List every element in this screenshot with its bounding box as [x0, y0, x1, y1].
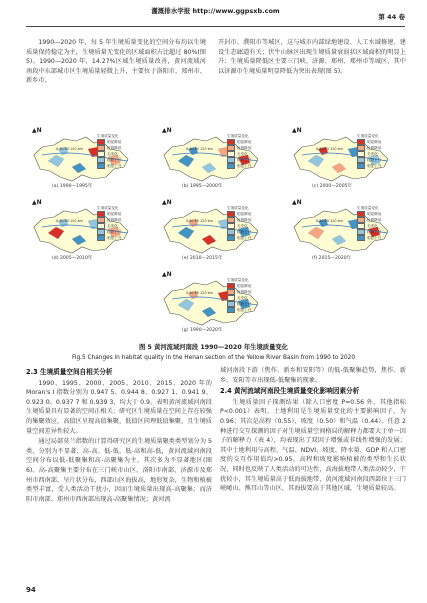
legend-label: 轻微上升 — [237, 157, 252, 162]
legend-swatch — [227, 223, 235, 229]
paragraph: 域河南段下游（焦作、新乡和安阳等）的低-低聚集趋势，焦作、新乡、安阳等市出现低-低聚集的现象。 — [220, 367, 406, 384]
legend-swatch — [357, 217, 365, 223]
legend-label: 无变化 — [107, 223, 118, 228]
legend-swatch — [357, 223, 365, 229]
legend-swatch — [97, 211, 105, 217]
map-legend — [227, 277, 263, 313]
map-legend — [357, 133, 393, 169]
figure-caption-zh: 图 5 黄河流域河南段 1990—2020 年生境质量变化 — [139, 344, 288, 351]
legend-label: 明显上升 — [367, 163, 382, 168]
legend-swatch — [97, 145, 105, 151]
legend-swatch — [227, 301, 235, 307]
legend-label: 轻微上升 — [367, 229, 382, 234]
legend-swatch — [97, 151, 105, 157]
map-panel — [158, 269, 266, 331]
north-arrow-icon: ▲N — [162, 127, 172, 134]
legend-swatch — [97, 217, 105, 223]
legend-title: 生境质量变化 — [357, 133, 379, 138]
legend-item — [97, 163, 133, 169]
legend-swatch — [227, 217, 235, 223]
map-legend — [227, 205, 263, 241]
legend-swatch — [97, 163, 105, 169]
legend-label: 明显降低 — [237, 139, 252, 144]
legend-label: 轻微上升 — [237, 229, 252, 234]
legend-label: 轻微降低 — [107, 145, 122, 150]
map-panel — [288, 197, 396, 259]
legend-label: 无变化 — [107, 151, 118, 156]
legend-swatch — [357, 229, 365, 235]
legend-swatch — [227, 145, 235, 151]
legend-item — [227, 163, 263, 169]
left-column — [26, 366, 212, 505]
legend-swatch — [357, 211, 365, 217]
north-arrow-icon: ▲N — [162, 199, 172, 206]
scale-bar: 0 30 60 120 km — [56, 219, 83, 223]
map-legend — [97, 205, 133, 241]
legend-swatch — [357, 235, 365, 241]
scale-bar: 0 30 60 120 km — [56, 147, 83, 151]
legend-label: 无变化 — [237, 151, 248, 156]
legend-swatch — [227, 151, 235, 157]
legend-label: 明显上升 — [237, 235, 252, 240]
legend-label: 明显上升 — [107, 235, 122, 240]
legend-label: 轻微降低 — [367, 217, 382, 222]
legend-title: 生境质量变化 — [227, 133, 249, 138]
legend-swatch — [227, 295, 235, 301]
scale-bar: 0 30 60 120 km — [186, 291, 213, 295]
legend-swatch — [97, 223, 105, 229]
scale-bar: 0 30 60 120 km — [316, 147, 343, 151]
section-heading: 2.3 生境质量空间自相关分析 — [26, 368, 113, 376]
legend-swatch — [357, 151, 365, 157]
panel-label: (f) 2015—2020年 — [312, 256, 352, 261]
legend-label: 明显降低 — [107, 211, 122, 216]
panel-label: (e) 2010—2015年 — [182, 256, 223, 261]
page-header — [26, 6, 405, 28]
map-legend — [227, 133, 263, 169]
legend-item — [357, 235, 393, 241]
scale-bar: 0 30 60 120 km — [316, 219, 343, 223]
legend-swatch — [227, 229, 235, 235]
legend-label: 明显降低 — [237, 283, 252, 288]
paragraph: 1990—2020 年，每 5 年生境质量变化的空间分布均以生境质量保持稳定为主，生境质量无变化的区域面积占比超过 80%(图 5)。1990—2020 年，14.27%区域生境质量改善，黄河流域河南段中东部城市区生境质量轻微上升，主要位于洛阳市、郑州市、新乡市、 — [26, 39, 206, 85]
north-arrow-icon: ▲N — [292, 199, 302, 206]
legend-item — [227, 307, 263, 313]
legend-item — [357, 163, 393, 169]
legend-swatch — [227, 289, 235, 295]
legend-title: 生境质量变化 — [97, 205, 119, 210]
legend-label: 轻微降低 — [237, 289, 252, 294]
legend-label: 轻微降低 — [367, 145, 382, 150]
map-legend — [97, 133, 133, 169]
legend-swatch — [97, 157, 105, 163]
legend-swatch — [97, 235, 105, 241]
paragraph: 通过局部莫兰指数的计算得研究区的生境质量聚类类型划分为 5 类，分别为不显著、高-高、低-低、低-高和高-低，黄河流域河南段空间分布以低-低聚集和高-高聚集为主，其次多为不显著地区(图 6)。高-高聚集主要分布在三门峡市山区、洛阳市南部、济源市及郑州市西南部，呈片状分布，西部山区海拔高，地形复杂，生物和植被类型丰富，受人类活动干扰小，因而生境质量出现高-高聚集；而济阳市南部、郑州市西南部出现高-高聚集情况；黄河流 — [26, 438, 212, 503]
legend-label: 轻微降低 — [237, 217, 252, 222]
map-panel — [158, 197, 266, 259]
legend-label: 轻微降低 — [237, 145, 252, 150]
map-panel — [288, 125, 396, 187]
legend-swatch — [357, 139, 365, 145]
legend-label: 明显上升 — [107, 163, 122, 168]
legend-label: 轻微上升 — [107, 157, 122, 162]
legend-label: 无变化 — [237, 223, 248, 228]
north-arrow-icon: ▲N — [32, 127, 42, 134]
legend-swatch — [227, 157, 235, 163]
section-heading: 2.4 黄河流域河南段生境质量变化影响因素分析 — [220, 387, 360, 396]
legend-swatch — [357, 157, 365, 163]
legend-swatch — [357, 163, 365, 169]
figure-5 — [20, 125, 406, 345]
paragraph: 生境质量因子探测结果（除人口密度 P=0.56 外，其他指标 P<0.001）表明，土地利用是生境质量变化的主要影响因子，为 0.96；其次是高程（0.55）、坡度（0.50）和气温（0.44）。任意 2 种进行交互探测的因子对生境质量空间格局的解释力都要大于单一因子的解释力（表 4），均表现出了双因子增强或非线性增强的发展；其中土地利用与高程、气温、NDVI、坡度、降水量、GDP 和人口密度的交互作用值均>0.95，高程和坡度影响植被的类型和生长状况，同时也反映了人类活动的可达性，高海拔地带人类活动较少，干扰较小，其生境质量高于低海拔地带，黄河流域河南段西部位于三门峡崤山、熊耳山等山区，其海拔要高于其他区域，生境质量较高。 — [220, 398, 406, 493]
legend-label: 无变化 — [237, 295, 248, 300]
figure-caption-en: Fig.5 Changes in habitat quality in the Henan section of the Yellow River Basin from 1990 to 2020 — [71, 355, 356, 361]
legend-label: 无变化 — [367, 151, 378, 156]
north-arrow-icon: ▲N — [292, 127, 302, 134]
north-arrow-icon: ▲N — [32, 199, 42, 206]
legend-swatch — [227, 211, 235, 217]
right-column — [220, 366, 406, 495]
north-arrow-icon: ▲N — [162, 271, 172, 278]
map-panel — [158, 125, 266, 187]
scale-bar: 0 30 60 120 km — [186, 219, 213, 223]
legend-label: 明显降低 — [367, 139, 382, 144]
top-right-text — [218, 38, 406, 77]
legend-swatch — [357, 145, 365, 151]
page-number: 94 — [26, 586, 36, 594]
legend-swatch — [227, 235, 235, 241]
paragraph: 1990、1995、2000、2005、2010、2015、2020 年的 Moran's I 指数分别为 0.947 5、0.944 8、0.927 1、0.941 9、0.923 0、0.937 7 和 0.939 3，均大于 0.9，表明黄河流域河南段生境质量具有显著的空间正相关；研究区生境质量在空间上存在较强的集聚效应，高值区呈现高值集聚，低值区同理低值集聚，且生境质量空间差异性较大。 — [26, 379, 212, 435]
volume-label: 第 44 卷 — [378, 13, 405, 21]
legend-swatch — [227, 283, 235, 289]
legend-title: 生境质量变化 — [227, 277, 249, 282]
legend-swatch — [227, 163, 235, 169]
panel-label: (b) 1995—2000年 — [182, 184, 223, 189]
legend-swatch — [227, 139, 235, 145]
legend-swatch — [97, 229, 105, 235]
scale-bar: 0 30 60 120 km — [186, 147, 213, 151]
panel-label: (g) 1990—2020年 — [182, 328, 223, 333]
legend-label: 明显降低 — [107, 139, 122, 144]
panel-label: (d) 2005—2010年 — [52, 256, 93, 261]
legend-swatch — [97, 139, 105, 145]
legend-label: 明显上升 — [367, 235, 382, 240]
legend-title: 生境质量变化 — [357, 205, 379, 210]
legend-item — [227, 235, 263, 241]
legend-label: 明显上升 — [237, 307, 252, 312]
map-panel — [28, 197, 136, 259]
legend-label: 无变化 — [367, 223, 378, 228]
legend-title: 生境质量变化 — [227, 205, 249, 210]
panel-label: (c) 2000—2005年 — [312, 184, 353, 189]
legend-item — [97, 235, 133, 241]
legend-label: 明显上升 — [237, 163, 252, 168]
journal-name: 灌溉排水学报 http://www.ggpsxb.com — [151, 7, 280, 15]
map-legend — [357, 205, 393, 241]
paragraph: 开封市、濮阳市等城区，这与城市内部绿地建设、人工水域修建、建设生态廊道有关；伏牛山脉区出现生境质量衰弱状区域面积的明显上升；生境质量降低区主要三门峡、济源、郑州、郑州市等城区，其中以济源市生境质量明显降低为突出表现(图 5)。 — [218, 39, 406, 75]
legend-title: 生境质量变化 — [97, 133, 119, 138]
legend-label: 明显降低 — [237, 211, 252, 216]
legend-label: 轻微上升 — [367, 157, 382, 162]
legend-label: 轻微降低 — [107, 217, 122, 222]
map-panel — [28, 125, 136, 187]
legend-swatch — [227, 307, 235, 313]
legend-label: 轻微上升 — [107, 229, 122, 234]
top-left-text — [26, 38, 206, 87]
legend-label: 明显降低 — [367, 211, 382, 216]
header-rule — [26, 26, 405, 27]
legend-label: 轻微上升 — [237, 301, 252, 306]
panel-label: (a) 1990—1995年 — [52, 184, 93, 189]
